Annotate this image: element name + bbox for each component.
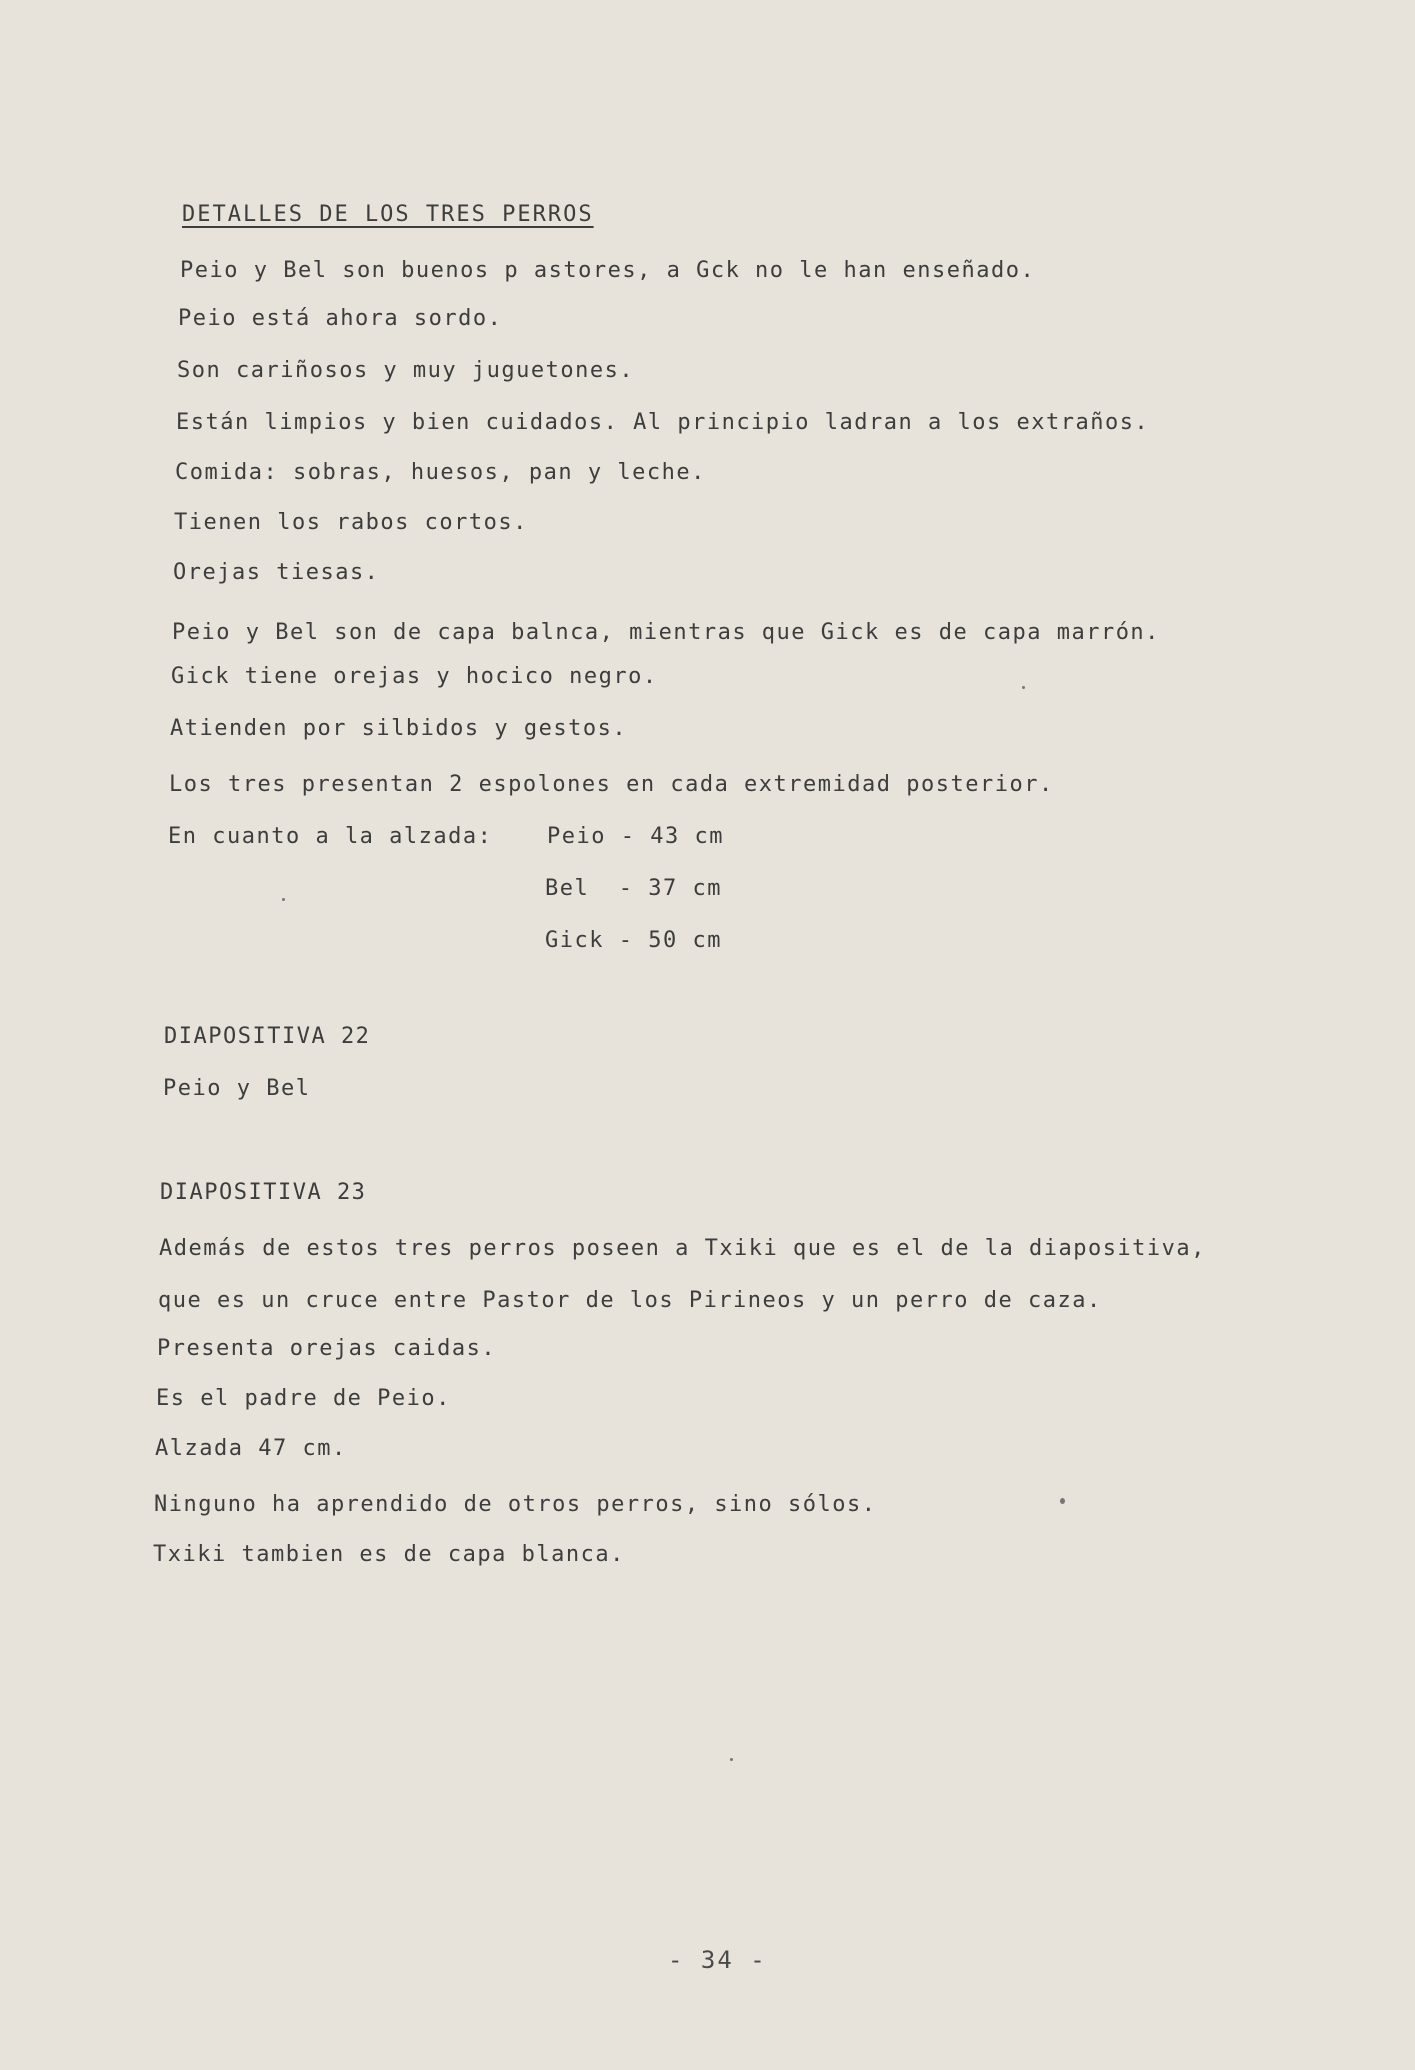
text-line: Gick tiene orejas y hocico negro. bbox=[171, 664, 658, 689]
text-line: Tienen los rabos cortos. bbox=[174, 510, 528, 535]
text-line: Alzada 47 cm. bbox=[155, 1436, 347, 1461]
text-line: Atienden por silbidos y gestos. bbox=[170, 716, 628, 741]
alzada-value: Bel - 37 cm bbox=[545, 876, 722, 901]
alzada-value: Peio - 43 cm bbox=[547, 824, 724, 849]
text-line: Presenta orejas caidas. bbox=[157, 1336, 497, 1361]
text-line: Son cariñosos y muy juguetones. bbox=[177, 358, 635, 383]
text-line: Peio y Bel bbox=[163, 1076, 311, 1101]
text-line: Están limpios y bien cuidados. Al principio ladran a los extraños. bbox=[176, 410, 1150, 435]
page-number: - 34 - bbox=[668, 1946, 767, 1974]
document-title: DETALLES DE LOS TRES PERROS bbox=[182, 202, 594, 227]
text-line: Es el padre de Peio. bbox=[156, 1386, 451, 1411]
alzada-value: Gick - 50 cm bbox=[545, 928, 722, 953]
scan-speck bbox=[1060, 1498, 1065, 1504]
text-line: Ninguno ha aprendido de otros perros, sino sólos. bbox=[154, 1492, 877, 1517]
text-line: Txiki tambien es de capa blanca. bbox=[153, 1542, 625, 1567]
text-line: Comida: sobras, huesos, pan y leche. bbox=[175, 460, 706, 485]
scan-speck bbox=[730, 1758, 733, 1761]
text-line: Peio está ahora sordo. bbox=[178, 306, 503, 331]
scan-speck bbox=[1022, 686, 1025, 689]
scan-speck bbox=[282, 898, 285, 901]
slide-heading: DIAPOSITIVA 23 bbox=[160, 1180, 367, 1205]
text-line: Orejas tiesas. bbox=[173, 560, 380, 585]
text-line: Además de estos tres perros poseen a Txiki que es el de la diapositiva, bbox=[159, 1236, 1206, 1261]
text-line: que es un cruce entre Pastor de los Pirineos y un perro de caza. bbox=[158, 1288, 1102, 1313]
alzada-label: En cuanto a la alzada: bbox=[168, 824, 493, 849]
text-line: Peio y Bel son de capa balnca, mientras que Gick es de capa marrón. bbox=[172, 620, 1160, 645]
text-line: Los tres presentan 2 espolones en cada extremidad posterior. bbox=[169, 772, 1054, 797]
text-line: Peio y Bel son buenos p astores, a Gck no le han enseñado. bbox=[180, 258, 1036, 283]
slide-heading: DIAPOSITIVA 22 bbox=[164, 1024, 371, 1049]
